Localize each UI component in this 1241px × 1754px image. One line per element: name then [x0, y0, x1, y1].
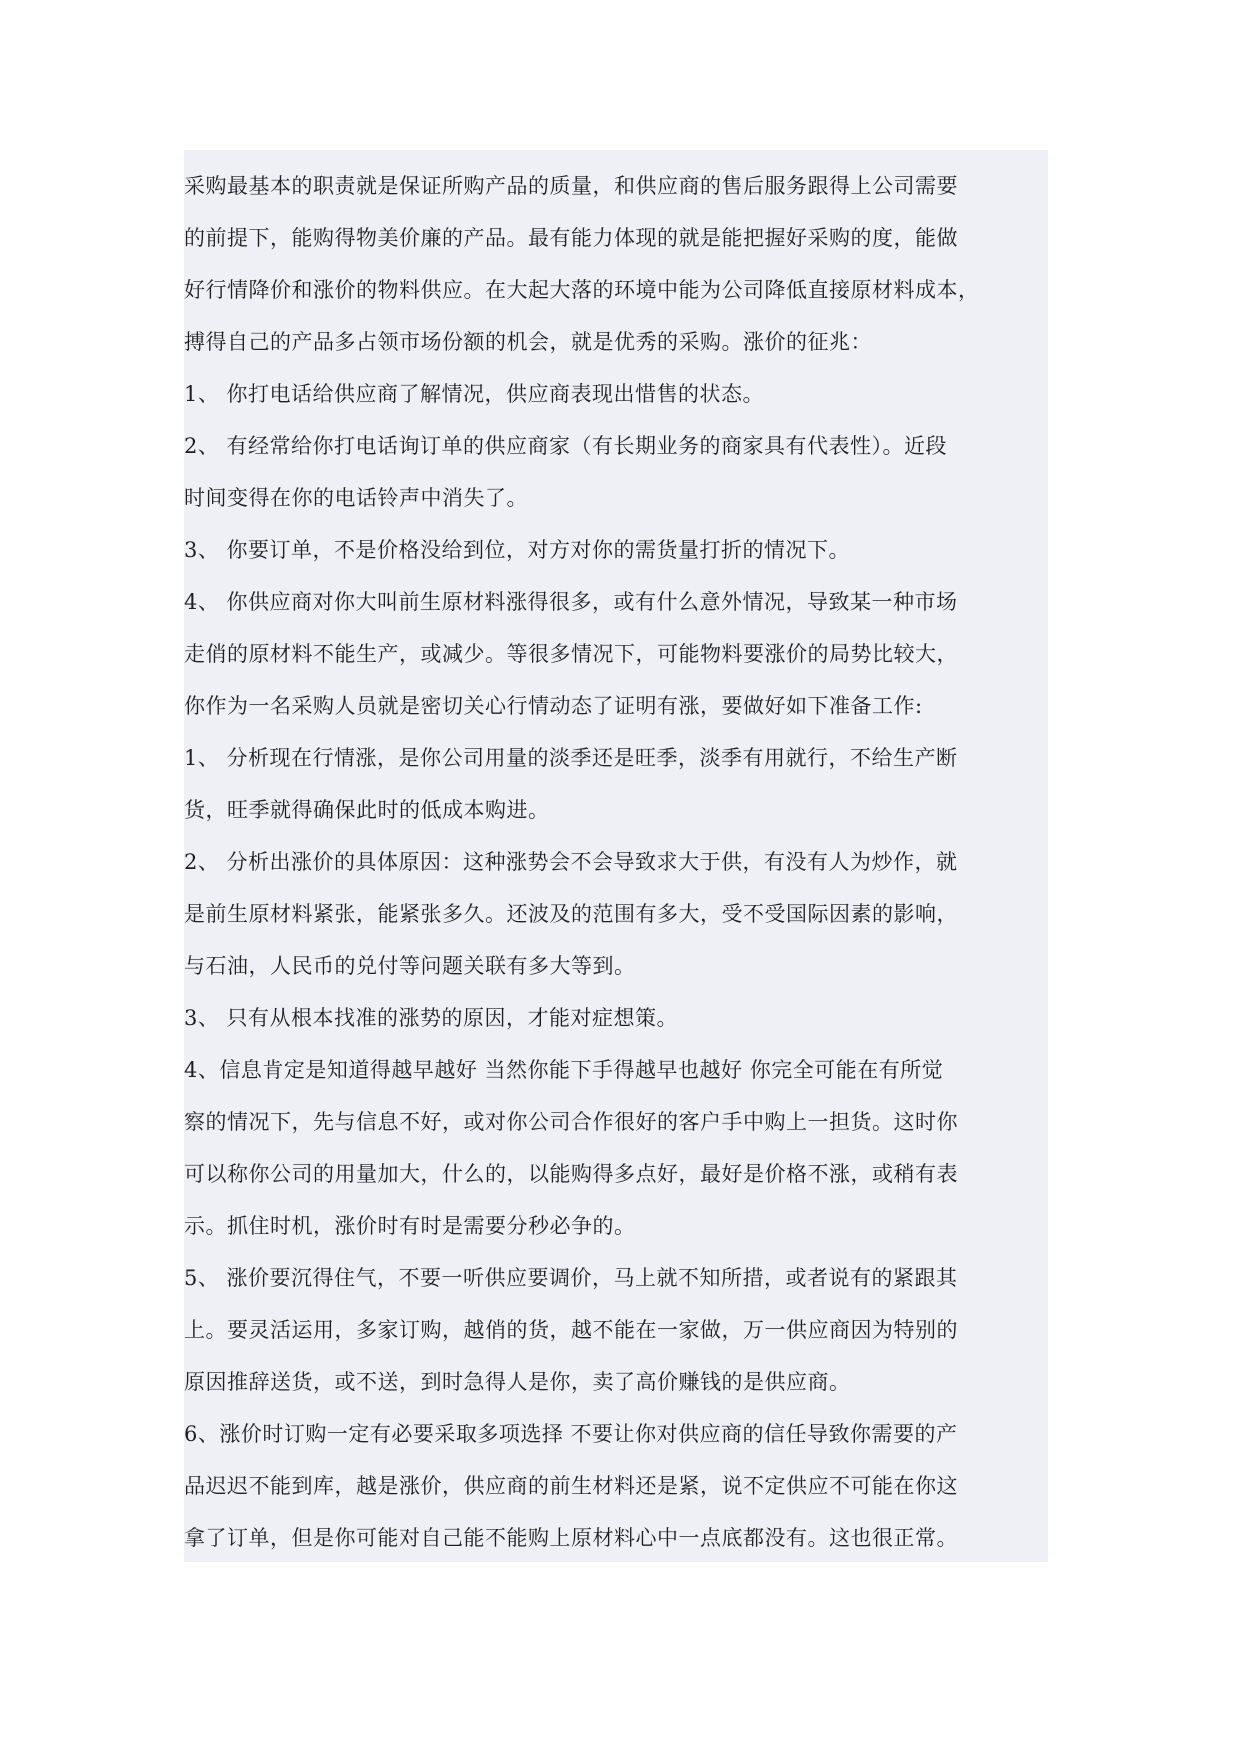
text-line: 走俏的原材料不能生产，或减少。等很多情况下，可能物料要涨价的局势比较大， — [184, 642, 958, 666]
text-line: 是前生原材料紧张，能紧张多久。还波及的范围有多大，受不受国际因素的影响， — [184, 902, 958, 926]
text-line: 拿了订单，但是你可能对自己能不能购上原材料心中一点底都没有。这也很正常。 — [184, 1526, 958, 1550]
text-line: 时间变得在你的电话铃声中消失了。 — [184, 486, 528, 510]
text-line: 察的情况下，先与信息不好，或对你公司合作很好的客户手中购上一担货。这时你 — [184, 1110, 958, 1134]
text-line: 的前提下，能购得物美价廉的产品。最有能力体现的就是能把握好采购的度，能做 — [184, 226, 958, 250]
text-line: 好行情降价和涨价的物料供应。在大起大落的环境中能为公司降低直接原材料成本， — [184, 278, 980, 302]
text-line: 与石油，人民币的兑付等问题关联有多大等到。 — [184, 954, 636, 978]
text-line: 6、涨价时订购一定有必要采取多项选择 不要让你对供应商的信任导致你需要的产 — [184, 1422, 958, 1446]
text-line: 3、 只有从根本找准的涨势的原因，才能对症想策。 — [184, 1006, 679, 1030]
text-line: 1、 分析现在行情涨，是你公司用量的淡季还是旺季，淡季有用就行，不给生产断 — [184, 746, 958, 770]
text-line: 搏得自己的产品多占领市场份额的机会，就是优秀的采购。涨价的征兆： — [184, 330, 872, 354]
text-line: 示。抓住时机，涨价时有时是需要分秒必争的。 — [184, 1214, 636, 1238]
text-line: 原因推辞送货，或不送，到时急得人是你，卖了高价赚钱的是供应商。 — [184, 1370, 851, 1394]
text-line: 上。要灵活运用，多家订购，越俏的货，越不能在一家做，万一供应商因为特别的 — [184, 1318, 958, 1342]
text-line: 1、 你打电话给供应商了解情况，供应商表现出惜售的状态。 — [184, 382, 765, 406]
text-line: 2、 分析出涨价的具体原因：这种涨势会不会导致求大于供，有没有人为炒作，就 — [184, 850, 958, 874]
text-line: 采购最基本的职责就是保证所购产品的质量，和供应商的售后服务跟得上公司需要 — [184, 174, 958, 198]
text-line: 5、 涨价要沉得住气，不要一听供应要调价，马上就不知所措，或者说有的紧跟其 — [184, 1266, 958, 1290]
text-line: 货，旺季就得确保此时的低成本购进。 — [184, 798, 550, 822]
text-line: 2、 有经常给你打电话询订单的供应商家（有长期业务的商家具有代表性）。近段 — [184, 434, 948, 458]
text-line: 4、信息肯定是知道得越早越好 当然你能下手得越早也越好 你完全可能在有所觉 — [184, 1058, 944, 1082]
text-line: 你作为一名采购人员就是密切关心行情动态了证明有涨，要做好如下准备工作: — [184, 694, 923, 718]
text-line: 3、 你要订单，不是价格没给到位，对方对你的需货量打折的情况下。 — [184, 538, 851, 562]
text-line: 可以称你公司的用量加大，什么的，以能购得多点好，最好是价格不涨，或稍有表 — [184, 1162, 958, 1186]
text-line: 4、 你供应商对你大叫前生原材料涨得很多，或有什么意外情况，导致某一种市场 — [184, 590, 958, 614]
text-line: 品迟迟不能到库，越是涨价，供应商的前生材料还是紧，说不定供应不可能在你这 — [184, 1474, 958, 1498]
